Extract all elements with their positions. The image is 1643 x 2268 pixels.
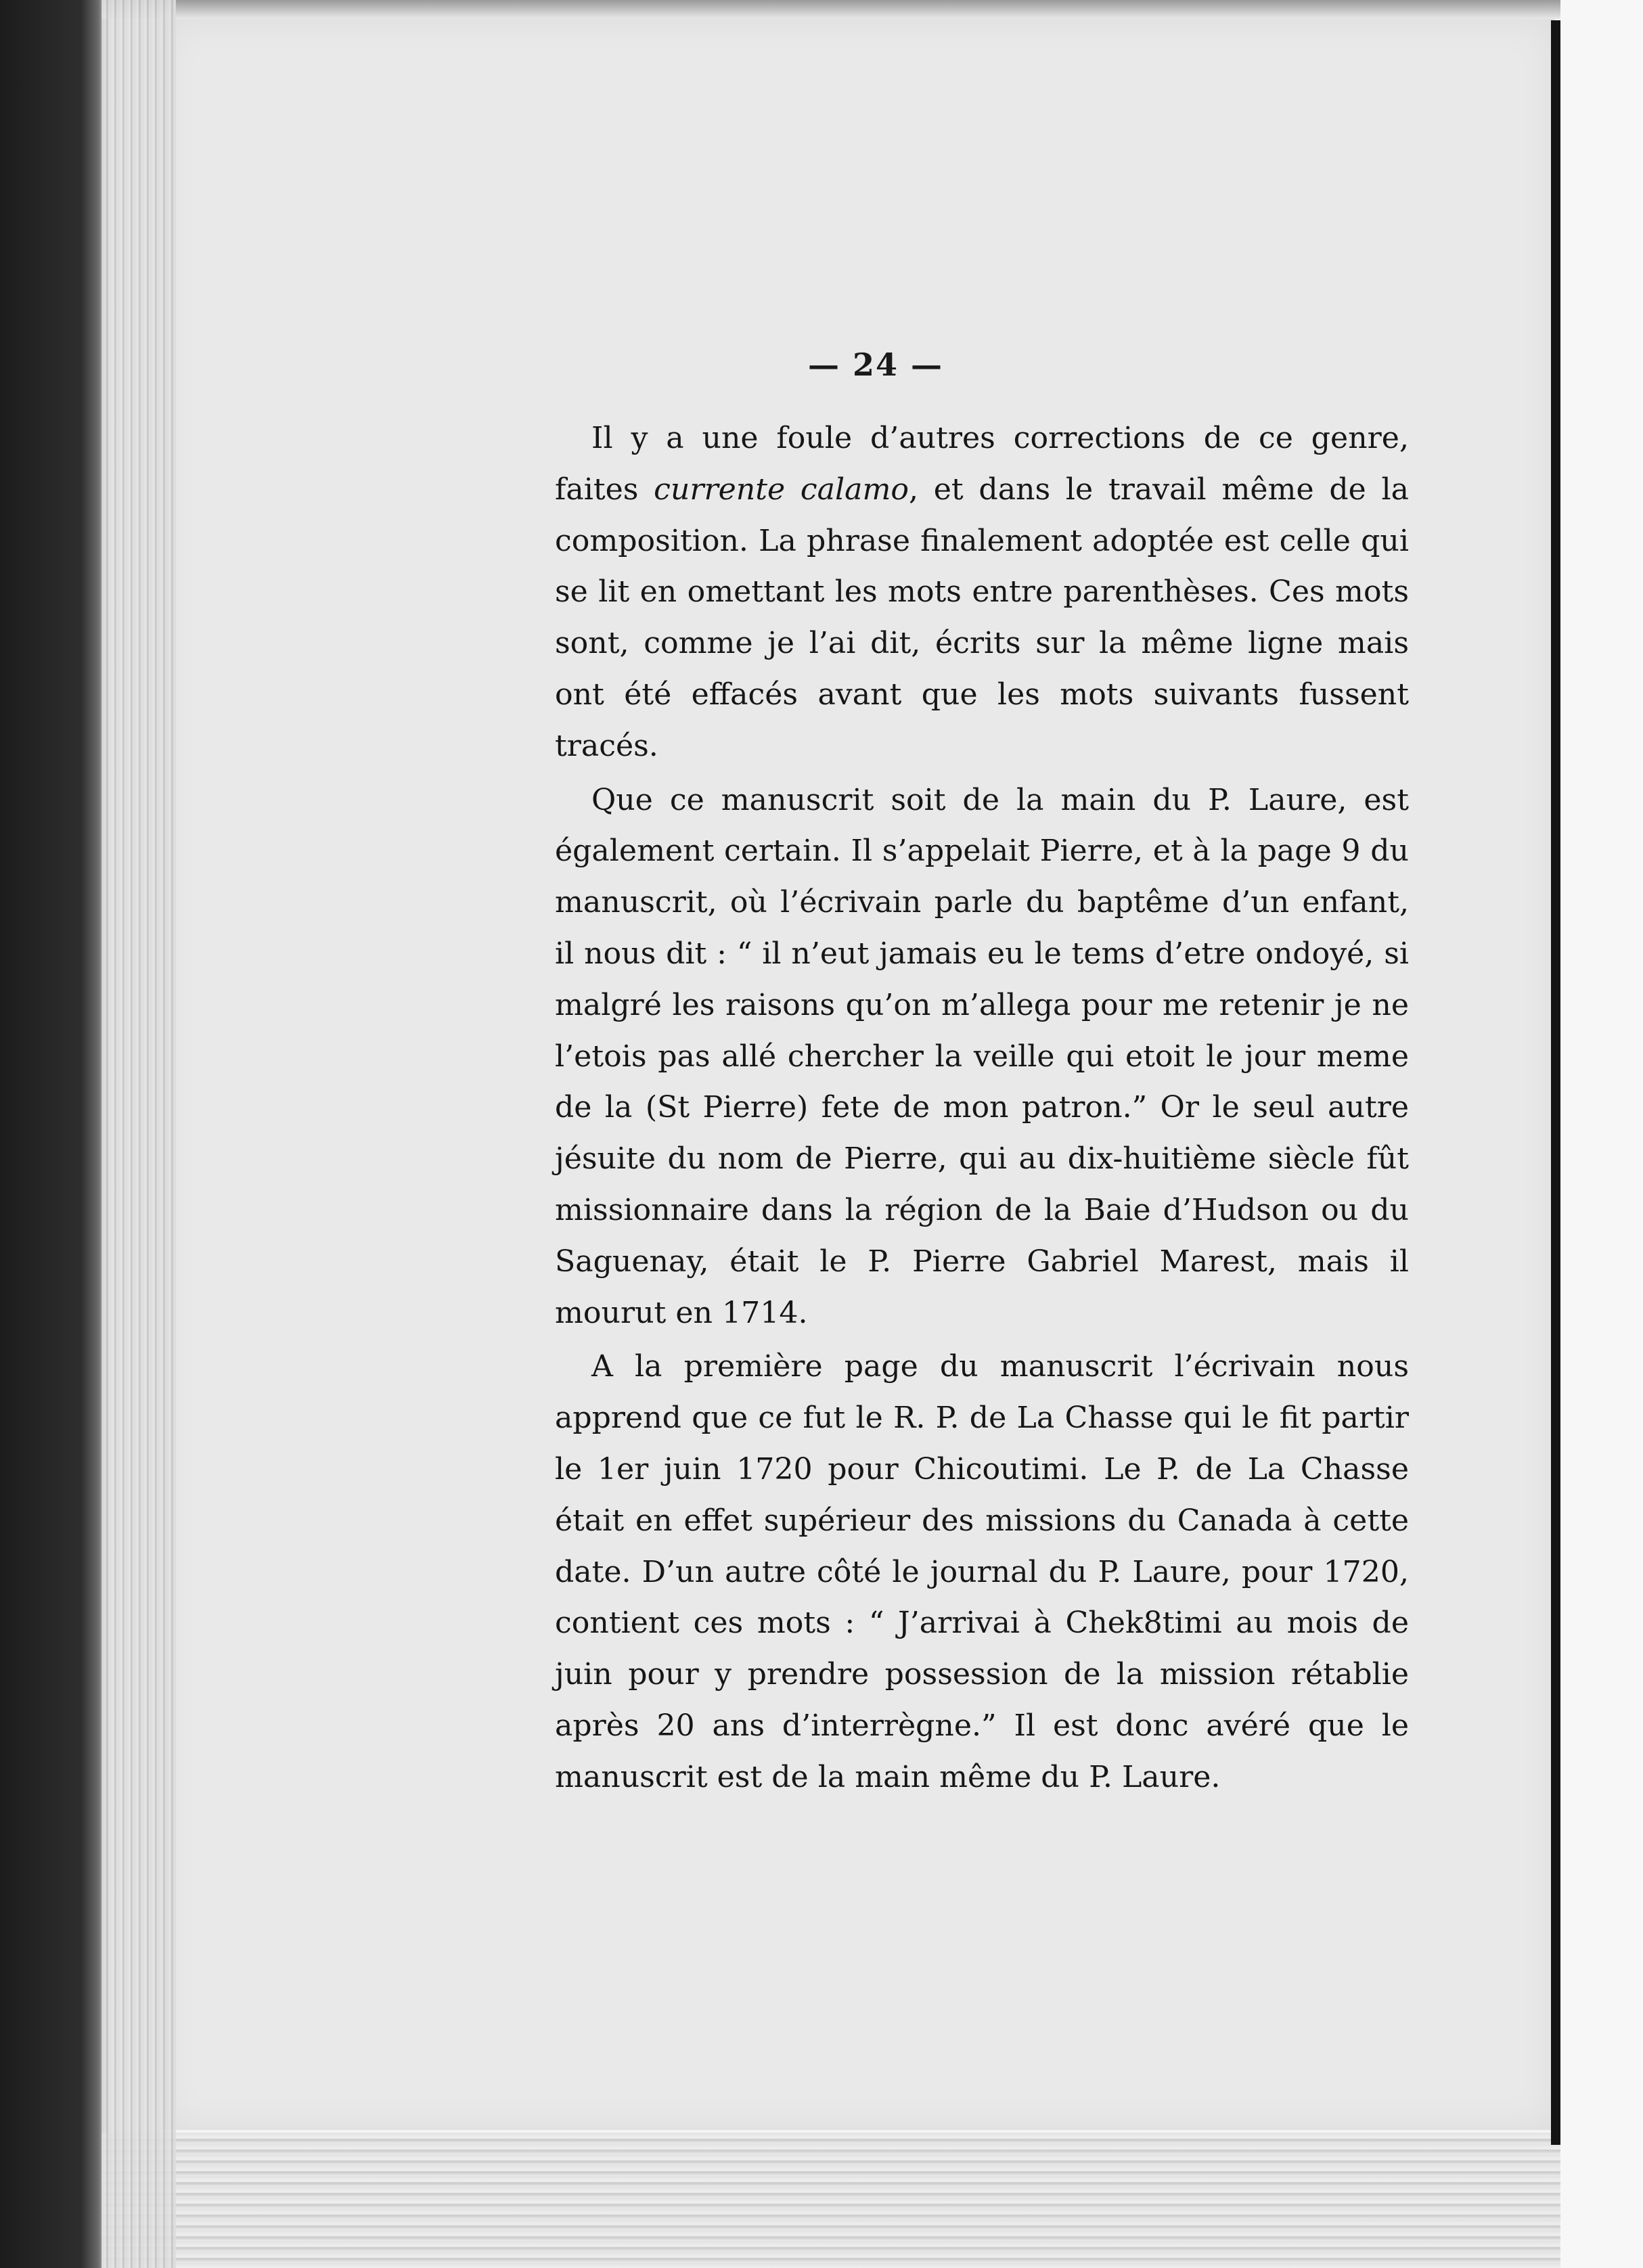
paragraph-1-end: , et dans le travail même de la composition. La phrase finalement adoptée est celle qui se lit en omettant les mots entre parenthèses. Ces mots sont, comme je l’ai dit, écrits sur la même ligne mais ont été effacés avant que les mots suivants fussent tracés.	[555, 472, 1409, 763]
page-number	[0, 346, 1643, 383]
paragraph-1-start: Il y a une foule d’autres corrections de ce genre, faites	[555, 421, 1409, 507]
paragraph-3: A la première page du manuscrit l’écrivain nous apprend que ce fut le R. P. de La Chasse qui le fit partir le 1er juin 1720 pour Chicoutimi. Le P. de La Chasse était en effet supérieur des missions du Canada à cette date. D’un autre côté le journal du P. Laure, pour 1720, contient ces mots : “ J’arrivai à Chek8timi au mois de juin pour y prendre possession de la mission rétablie après 20 ans d’interrègne.” Il est donc avéré que le manuscrit est de la main même du P. Laure.	[555, 1349, 1409, 1794]
latin-phrase: currente calamo	[654, 472, 909, 507]
scan-top-edge	[102, 0, 1577, 19]
body-text	[555, 413, 1409, 1803]
paragraph-2: Que ce manuscrit soit de la main du P. Laure, est également certain. Il s’appelait Pierre, et à la page 9 du manuscrit, où l’écrivain parle du baptême d’un enfant, il nous dit : “ il n’eut jamais eu le tems d’etre ondoyé, si malgré les raisons qu’on m’allega pour me retenir je ne l’etois pas allé chercher la veille qui etoit le jour meme de la (St Pierre) fete de mon patron.” Or le seul autre jésuite du nom de Pierre, qui au dix-huitième siècle fût missionnaire dans la région de la Baie d’Hudson ou du Saguenay, était le P. Pierre Gabriel Marest, mais il mourut en 1714.	[555, 782, 1409, 1330]
scan-right-border	[1551, 20, 1560, 2145]
page-number-text: — 24 —	[807, 346, 944, 383]
page-stack-left-edge	[102, 0, 176, 2268]
page-stack-bottom-edge	[102, 2133, 1577, 2268]
paragraph-1	[555, 413, 1409, 772]
scan-left-margin	[0, 0, 108, 2268]
scan-right-margin	[1560, 0, 1643, 2268]
